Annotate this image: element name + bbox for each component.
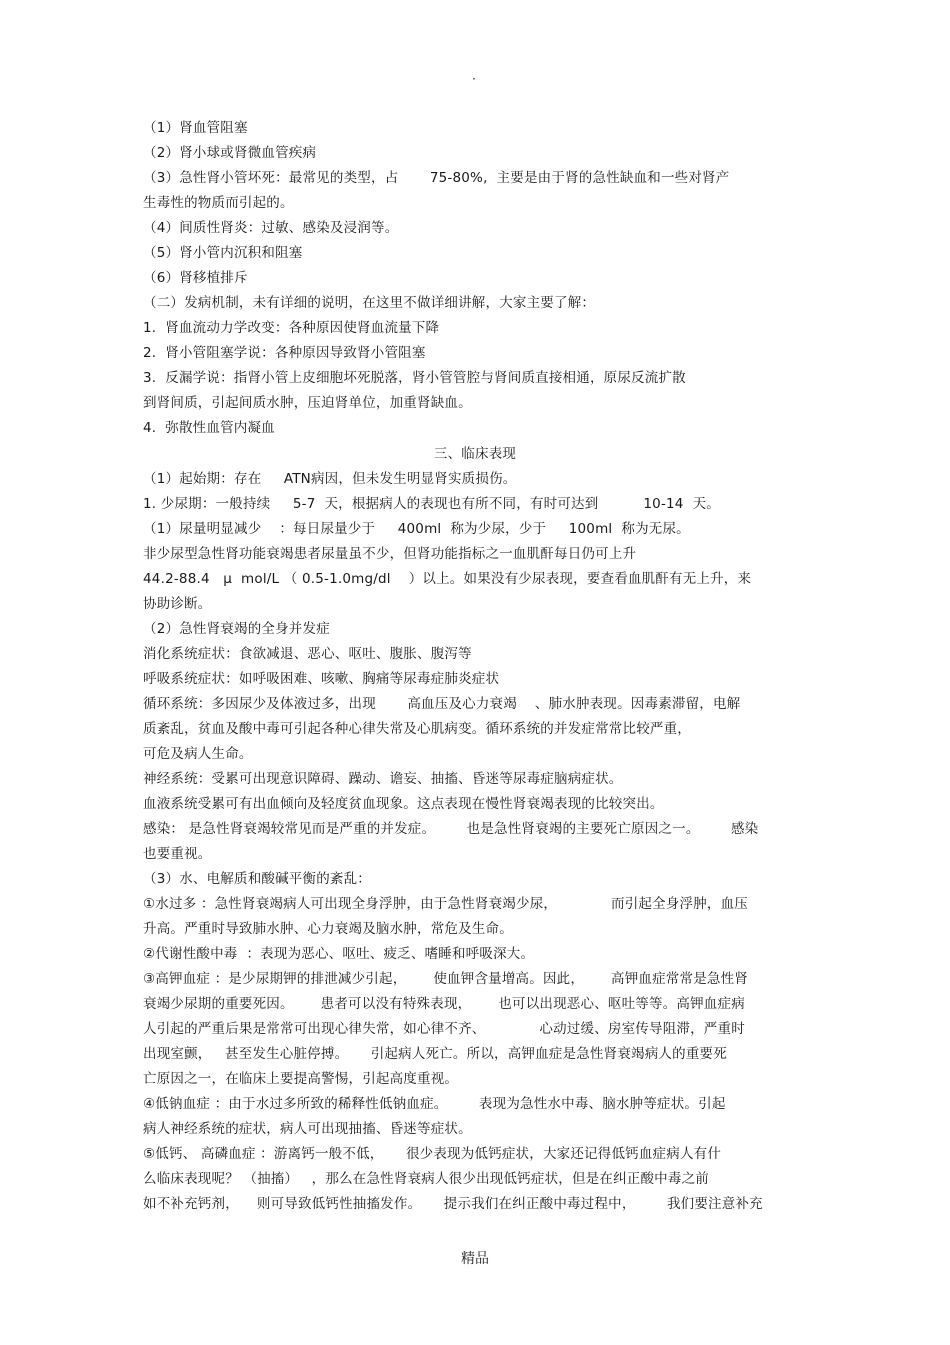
text-line: （4）间质性肾炎：过敏、感染及浸润等。 <box>143 220 399 236</box>
text-line: 44.2-88.4 μ mol/L （ 0.5-1.0mg/dl ）以上。如果没有少尿表现，要查看血肌酐有无上升，来 <box>143 571 752 587</box>
text-line: 3. 反漏学说：指肾小管上皮细胞坏死脱落，肾小管管腔与肾间质直接相通，原尿反流扩散 <box>143 370 686 386</box>
text-line: 生毒性的物质而引起的。 <box>143 195 294 211</box>
text-line: 协助诊断。 <box>143 596 212 612</box>
text-line: （3）急性肾小管坏死：最常见的类型，占 75-80%, 主要是由于肾的急性缺血和一些对肾产 <box>143 170 730 186</box>
text-line: 如不补充钙剂， 则可导致低钙性抽搐发作。 提示我们在纠正酸中毒过程中， 我们要注意补充 <box>143 1196 763 1212</box>
text-line: 神经系统：受累可出现意识障碍、躁动、谵妄、抽搐、昏迷等尿毒症脑病症状。 <box>143 771 623 787</box>
text-line: 升高。严重时导致肺水肿、心力衰竭及脑水肿，常危及生命。 <box>143 921 513 937</box>
text-line: （1）起始期：存在 ATN病因，但未发生明显肾实质损伤。 <box>143 471 517 487</box>
text-line: ③高钾血症 ：是少尿期钾的排泄减少引起， 使血钾含量增高。因此， 高钾血症常常是急性肾 <box>143 971 748 987</box>
page-footer: 精品 <box>461 1251 489 1267</box>
text-line: 出现室颤， 甚至发生心脏停搏。 引起病人死亡。所以，高钾血症是急性肾衰竭病人的重要死 <box>143 1046 727 1062</box>
text-line: 亡原因之一，在临床上要提高警惕，引起高度重视。 <box>143 1071 459 1087</box>
text-line: 2. 肾小管阻塞学说：各种原因导致肾小管阻塞 <box>143 345 426 361</box>
text-line: （1）尿量明显减少 ：每日尿量少于 400ml 称为少尿，少于 100ml 称为无尿。 <box>143 521 690 537</box>
text-line: 感染： 是急性肾衰竭较常见而是严重的并发症。 也是急性肾衰竭的主要死亡原因之一。 感染 <box>143 821 759 837</box>
text-line: 4. 弥散性血管内凝血 <box>143 420 275 436</box>
text-line: 也要重视。 <box>143 846 212 862</box>
text-line: 非少尿型急性肾功能衰竭患者尿量虽不少，但肾功能指标之一血肌酐每日仍可上升 <box>143 546 637 562</box>
text-line: ②代谢性酸中毒 ：表现为恶心、呕吐、疲乏、嗜睡和呼吸深大。 <box>143 946 535 962</box>
text-line: （5）肾小管内沉积和阻塞 <box>143 245 303 261</box>
text-line: 循环系统：多因尿少及体液过多，出现 高血压及心力衰竭 、肺水肿表现。因毒素滞留，电解 <box>143 696 741 712</box>
text-line: （1）肾血管阻塞 <box>143 120 248 136</box>
text-line: 1. 肾血流动力学改变：各种原因使肾血流量下降 <box>143 320 440 336</box>
text-line: 病人神经系统的症状，病人可出现抽搐、昏迷等症状。 <box>143 1121 472 1137</box>
text-line: 质紊乱，贫血及酸中毒可引起各种心律失常及心肌病变。循环系统的并发症常常比较严重， <box>143 721 691 737</box>
section-heading: 三、临床表现 <box>433 446 517 462</box>
text-line: （2）肾小球或肾微血管疾病 <box>143 145 317 161</box>
text-line: 么临床表现呢？ （抽搐） ，那么在急性肾衰病人很少出现低钙症状，但是在纠正酸中毒之前 <box>143 1171 709 1187</box>
text-line: 1. 少尿期：一般持续 5-7 天，根据病人的表现也有所不同，有时可达到 10-14 天。 <box>143 496 720 512</box>
text-line: 消化系统症状：食欲减退、恶心、呕吐、腹胀、腹泻等 <box>143 646 472 662</box>
text-line: 呼吸系统症状：如呼吸困难、咳嗽、胸痛等尿毒症肺炎症状 <box>143 671 500 687</box>
text-line: （二）发病机制，未有详细的说明，在这里不做详细讲解，大家主要了解： <box>143 295 596 311</box>
text-line: 到肾间质，引起间质水肿，压迫肾单位，加重肾缺血。 <box>143 395 472 411</box>
text-line: 衰竭少尿期的重要死因。 患者可以没有特殊表现， 也可以出现恶心、呕吐等等。高钾血症病 <box>143 996 745 1012</box>
text-line: 可危及病人生命。 <box>143 746 253 762</box>
text-line: ⑤低钙、 高磷血症 ：游离钙一般不低， 很少表现为低钙症状，大家还记得低钙血症病人有什 <box>143 1146 722 1162</box>
text-line: ①水过多 ：急性肾衰竭病人可出现全身浮肿，由于急性肾衰竭少尿， 而引起全身浮肿，血压 <box>143 896 748 912</box>
text-line: （2）急性肾衰竭的全身并发症 <box>143 621 330 637</box>
text-line: 血液系统受累可有出血倾向及轻度贫血现象。这点表现在慢性肾衰竭表现的比较突出。 <box>143 796 664 812</box>
text-line: 人引起的严重后果是常常可出现心律失常，如心律不齐、 心动过缓、房室传导阻滞，严重时 <box>143 1021 745 1037</box>
text-line: ④低钠血症 ：由于水过多所致的稀释性低钠血症。 表现为急性水中毒、脑水肿等症状。引起 <box>143 1096 726 1112</box>
text-line: （6）肾移植排斥 <box>143 270 248 286</box>
header-mark: · <box>472 72 476 86</box>
text-line: （3）水、电解质和酸碱平衡的紊乱： <box>143 871 371 887</box>
